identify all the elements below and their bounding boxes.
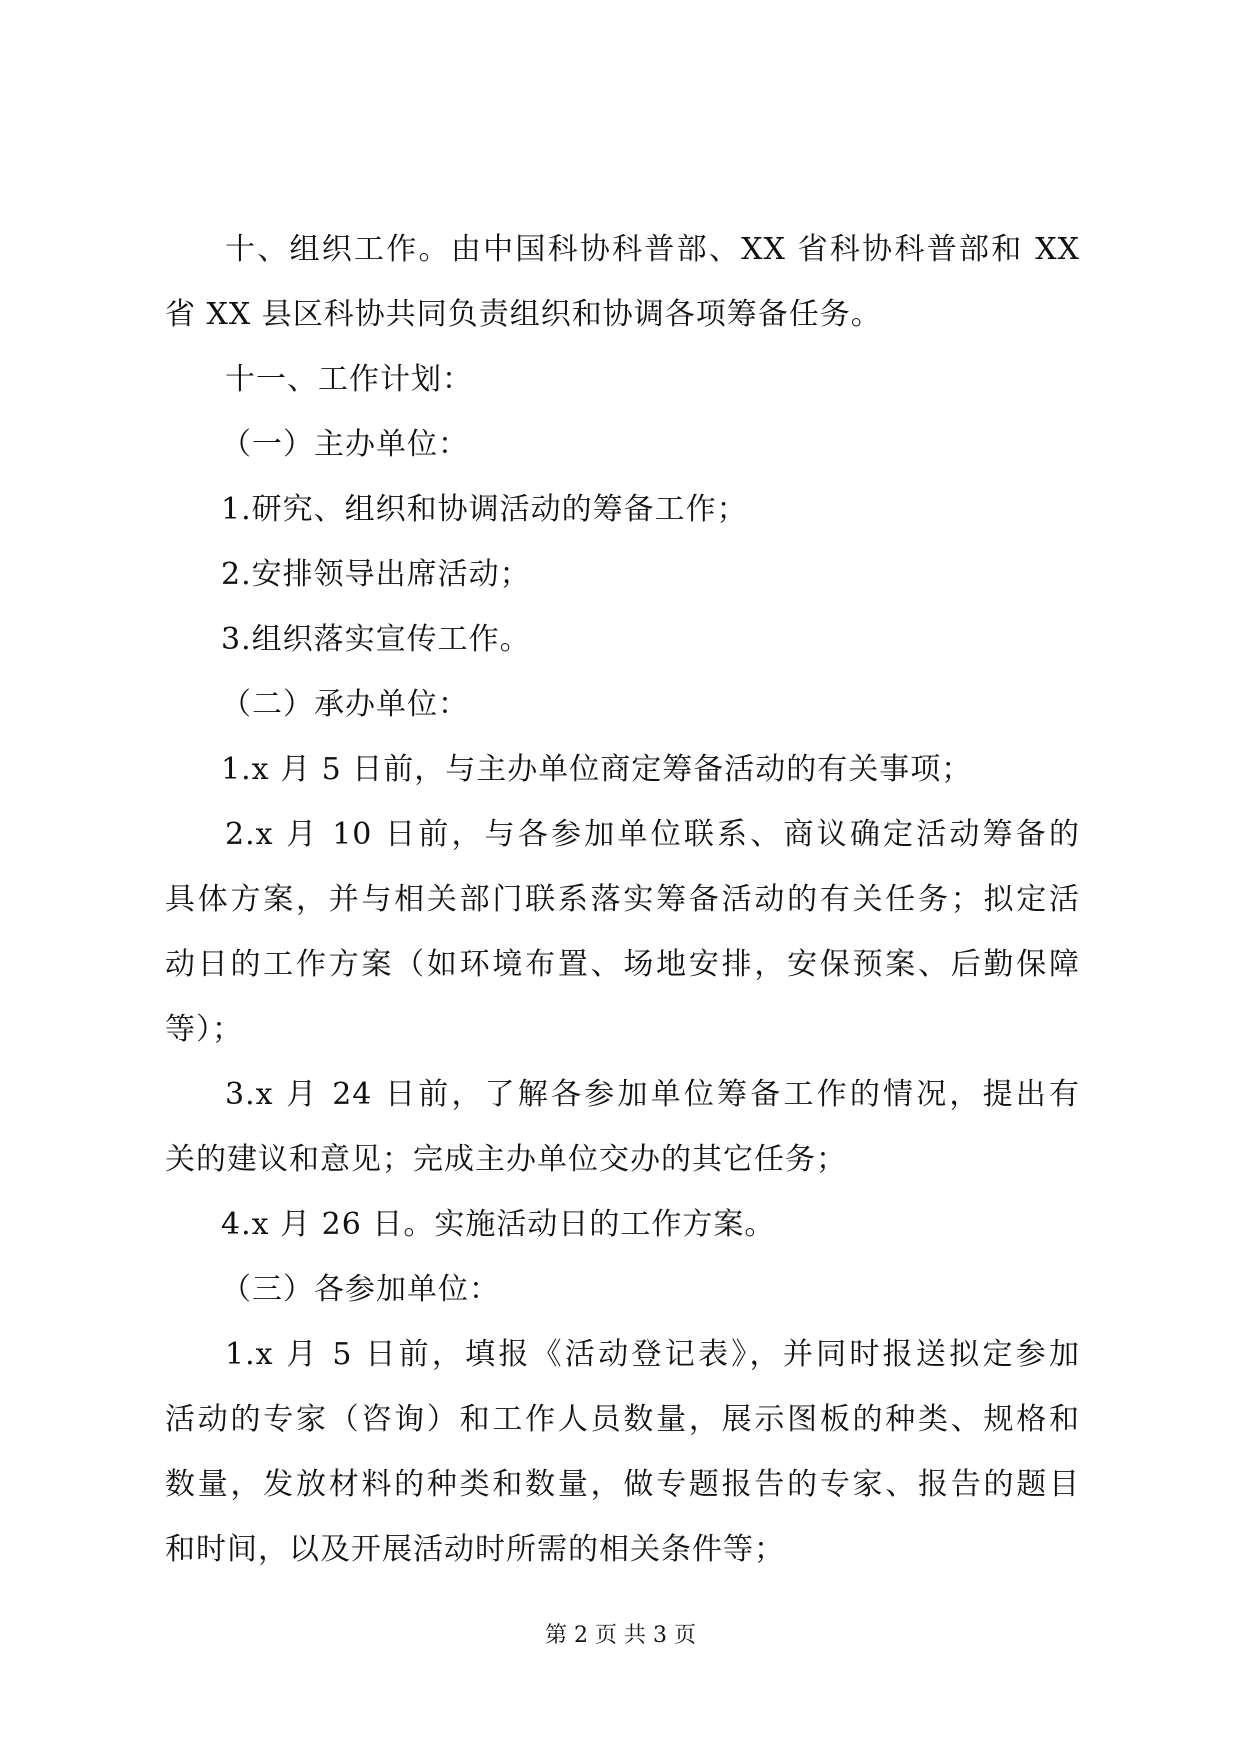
subsection-heading: （三）各参加单位： [221,1272,500,1307]
paragraph-line: 数量，发放材料的种类和数量，做专题报告的专家、报告的题目 [165,1467,1080,1502]
paragraph-line: 十、组织工作。由中国科协科普部、XX 省科协科普部和 XX [225,232,1080,267]
paragraph-line: 省 XX 县区科协共同负责组织和协调各项筹备任务。 [165,297,882,332]
list-item: 1.研究、组织和协调活动的筹备工作； [221,492,748,527]
document-body [165,232,1080,1597]
page-number-footer: 第 2 页 共 3 页 [545,1623,696,1648]
paragraph-line: 动日的工作方案（如环境布置、场地安排，安保预案、后勤保障 [165,947,1080,982]
list-item: 3.组织落实宣传工作。 [221,622,531,657]
paragraph-line: 活动的专家（咨询）和工作人员数量，展示图板的种类、规格和 [165,1402,1080,1437]
paragraph-line: 和时间，以及开展活动时所需的相关条件等； [165,1532,785,1567]
subsection-heading: （二）承办单位： [221,687,469,722]
list-item: 3.x 月 24 日前，了解各参加单位筹备工作的情况，提出有 [225,1077,1080,1112]
subsection-heading: （一）主办单位： [221,427,469,462]
paragraph-line: 关的建议和意见；完成主办单位交办的其它任务； [165,1142,847,1177]
list-item: 1.x 月 5 日前，与主办单位商定筹备活动的有关事项； [221,752,973,787]
list-item: 1.x 月 5 日前，填报《活动登记表》，并同时报送拟定参加 [225,1337,1080,1372]
list-item: 4.x 月 26 日。实施活动日的工作方案。 [221,1207,776,1242]
section-heading: 十一、工作计划： [225,362,473,397]
paragraph-line: 具体方案，并与相关部门联系落实筹备活动的有关任务；拟定活 [165,882,1080,917]
paragraph-line: 等）； [165,1012,243,1047]
list-item: 2.安排领导出席活动； [221,557,531,592]
list-item: 2.x 月 10 日前，与各参加单位联系、商议确定活动筹备的 [225,817,1080,852]
